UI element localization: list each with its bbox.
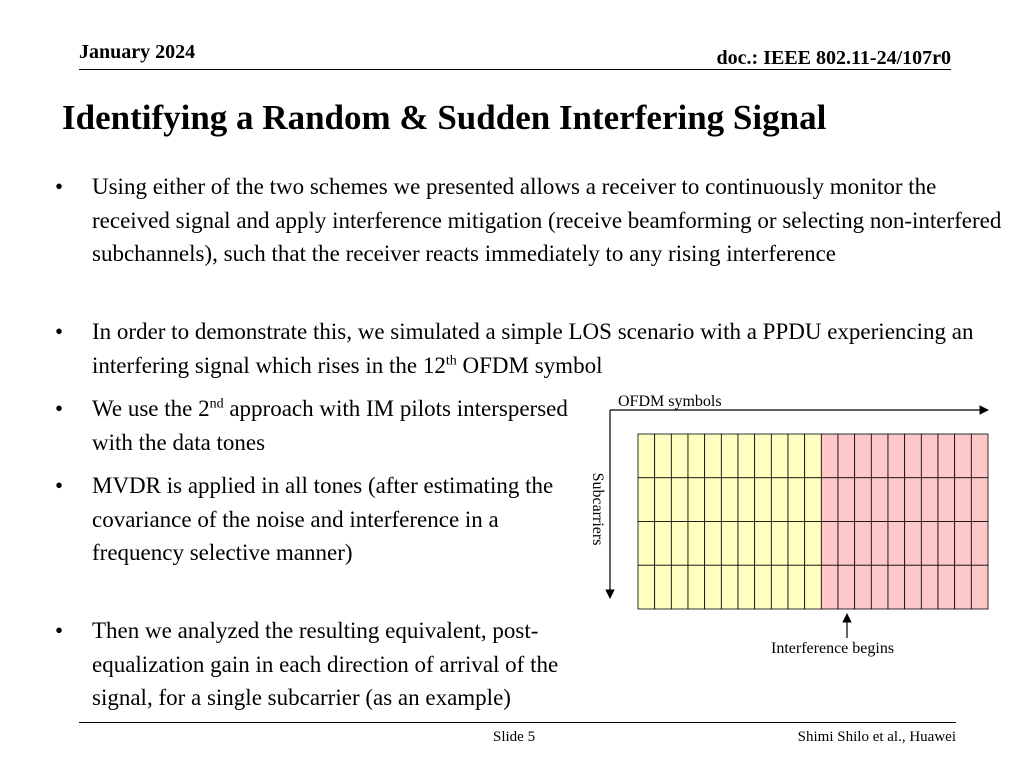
grid-cell bbox=[871, 434, 888, 478]
grid-cell bbox=[971, 434, 988, 478]
grid-cell bbox=[971, 478, 988, 522]
grid-cell bbox=[955, 565, 972, 609]
footer-slide-number: Slide 5 bbox=[493, 729, 536, 745]
grid-cell bbox=[871, 478, 888, 522]
grid-cell bbox=[755, 434, 772, 478]
bullet-3-text-post: approach with IM pilots interspersed with the data tones bbox=[92, 396, 568, 455]
grid-cell bbox=[638, 478, 655, 522]
grid-cell bbox=[688, 565, 705, 609]
grid-cell bbox=[721, 434, 738, 478]
grid-cell bbox=[738, 434, 755, 478]
grid-cell bbox=[805, 434, 822, 478]
bullet-marker: • bbox=[55, 473, 64, 498]
grid-cell bbox=[688, 478, 705, 522]
grid-cell bbox=[671, 522, 688, 566]
grid-cell bbox=[705, 478, 722, 522]
grid-cell bbox=[871, 565, 888, 609]
grid-cell bbox=[805, 478, 822, 522]
grid-cell bbox=[671, 565, 688, 609]
grid-cell bbox=[871, 522, 888, 566]
bullet-5-text bbox=[92, 614, 587, 715]
bullet-4 bbox=[55, 469, 562, 570]
header-date: January 2024 bbox=[79, 41, 196, 63]
bullet-2-text-post: OFDM symbol bbox=[456, 352, 603, 378]
grid-cell bbox=[938, 478, 955, 522]
grid-cell bbox=[688, 522, 705, 566]
grid-cell bbox=[738, 478, 755, 522]
bullet-4-text: MVDR is applied in all tones (after estimating the covariance of the noise and interference in a frequency selective manner) bbox=[92, 473, 554, 565]
grid-cell bbox=[688, 434, 705, 478]
grid-cell bbox=[721, 565, 738, 609]
grid-cell bbox=[788, 522, 805, 566]
bullet-marker: • bbox=[55, 319, 64, 344]
grid-cell bbox=[838, 434, 855, 478]
grid-cell bbox=[771, 522, 788, 566]
grid-cells bbox=[638, 434, 988, 609]
grid-cell bbox=[771, 434, 788, 478]
grid-cell bbox=[921, 522, 938, 566]
grid-cell bbox=[838, 478, 855, 522]
grid-cell bbox=[755, 522, 772, 566]
grid-cell bbox=[788, 434, 805, 478]
bullet-1-text: Using either of the two schemes we presented allows a receiver to continuously monitor the received signal and apply interference mitigation (receive beamforming or selecting non-interfered subchannels), such that the receiver reacts immediately to any rising interference bbox=[92, 174, 1002, 266]
grid-cell bbox=[655, 478, 672, 522]
grid-cell bbox=[738, 565, 755, 609]
interference-annotation: Interference begins bbox=[771, 640, 895, 657]
grid-cell bbox=[855, 565, 872, 609]
grid-cell bbox=[821, 522, 838, 566]
grid-cell bbox=[855, 434, 872, 478]
grid-cell bbox=[888, 434, 905, 478]
grid-cell bbox=[821, 478, 838, 522]
grid-cell bbox=[705, 565, 722, 609]
bullet-2-text-pre: In order to demonstrate this, we simulated a simple LOS scenario with a PPDU experiencing an interfering signal which rises in the 12 bbox=[92, 319, 974, 378]
slide-title: Identifying a Random & Sudden Interfering Signal bbox=[62, 98, 827, 137]
grid-cell bbox=[888, 478, 905, 522]
grid-cell bbox=[655, 434, 672, 478]
ofdm-grid-figure bbox=[600, 400, 1000, 640]
grid-cell bbox=[971, 522, 988, 566]
grid-cell bbox=[771, 478, 788, 522]
grid-cell bbox=[655, 522, 672, 566]
grid-cell bbox=[938, 522, 955, 566]
grid-cell bbox=[905, 565, 922, 609]
grid-cell bbox=[888, 565, 905, 609]
grid-cell bbox=[638, 434, 655, 478]
bullet-3-superscript: nd bbox=[209, 396, 224, 412]
bullet-marker: • bbox=[55, 174, 64, 199]
grid-cell bbox=[921, 434, 938, 478]
grid-cell bbox=[755, 565, 772, 609]
footer-rule bbox=[79, 722, 956, 723]
grid-cell bbox=[855, 522, 872, 566]
bullet-marker: • bbox=[55, 396, 64, 421]
figure-x-label: OFDM symbols bbox=[618, 393, 722, 410]
bullet-2-superscript: th bbox=[445, 352, 457, 368]
grid-cell bbox=[938, 565, 955, 609]
bullet-1 bbox=[55, 170, 1007, 271]
grid-cell bbox=[905, 434, 922, 478]
header-rule bbox=[79, 69, 951, 70]
grid-cell bbox=[721, 478, 738, 522]
grid-cell bbox=[671, 478, 688, 522]
grid-cell bbox=[905, 478, 922, 522]
footer-author: Shimi Shilo et al., Huawei bbox=[797, 729, 956, 745]
figure-y-label: Subcarriers bbox=[589, 472, 606, 546]
grid-cell bbox=[788, 478, 805, 522]
grid-cell bbox=[955, 434, 972, 478]
grid-cell bbox=[805, 565, 822, 609]
grid-cell bbox=[805, 522, 822, 566]
grid-cell bbox=[888, 522, 905, 566]
grid-cell bbox=[671, 434, 688, 478]
grid-cell bbox=[955, 522, 972, 566]
grid-cell bbox=[788, 565, 805, 609]
grid-cell bbox=[838, 565, 855, 609]
bullet-2 bbox=[55, 315, 1007, 382]
grid-cell bbox=[721, 522, 738, 566]
grid-cell bbox=[971, 565, 988, 609]
grid-cell bbox=[738, 522, 755, 566]
bullet-marker: • bbox=[55, 618, 64, 643]
grid-cell bbox=[638, 522, 655, 566]
grid-cell bbox=[705, 434, 722, 478]
grid-cell bbox=[955, 478, 972, 522]
grid-cell bbox=[638, 565, 655, 609]
bullet-3 bbox=[55, 392, 577, 459]
grid-cell bbox=[755, 478, 772, 522]
grid-cell bbox=[705, 522, 722, 566]
grid-cell bbox=[905, 522, 922, 566]
bullet-3-text-pre: We use the 2 bbox=[92, 396, 210, 421]
header-doc-id: doc.: IEEE 802.11-24/107r0 bbox=[716, 47, 951, 69]
grid-cell bbox=[938, 434, 955, 478]
grid-cell bbox=[921, 478, 938, 522]
bullet-5-text-body: Then we analyzed the resulting equivalent, post-equalization gain in each direction of arrival of the signal, for a single subcarrier (as an example) bbox=[92, 618, 559, 710]
grid-cell bbox=[821, 434, 838, 478]
grid-cell bbox=[821, 565, 838, 609]
grid-cell bbox=[921, 565, 938, 609]
grid-cell bbox=[855, 478, 872, 522]
grid-cell bbox=[771, 565, 788, 609]
grid-cell bbox=[838, 522, 855, 566]
grid-cell bbox=[655, 565, 672, 609]
